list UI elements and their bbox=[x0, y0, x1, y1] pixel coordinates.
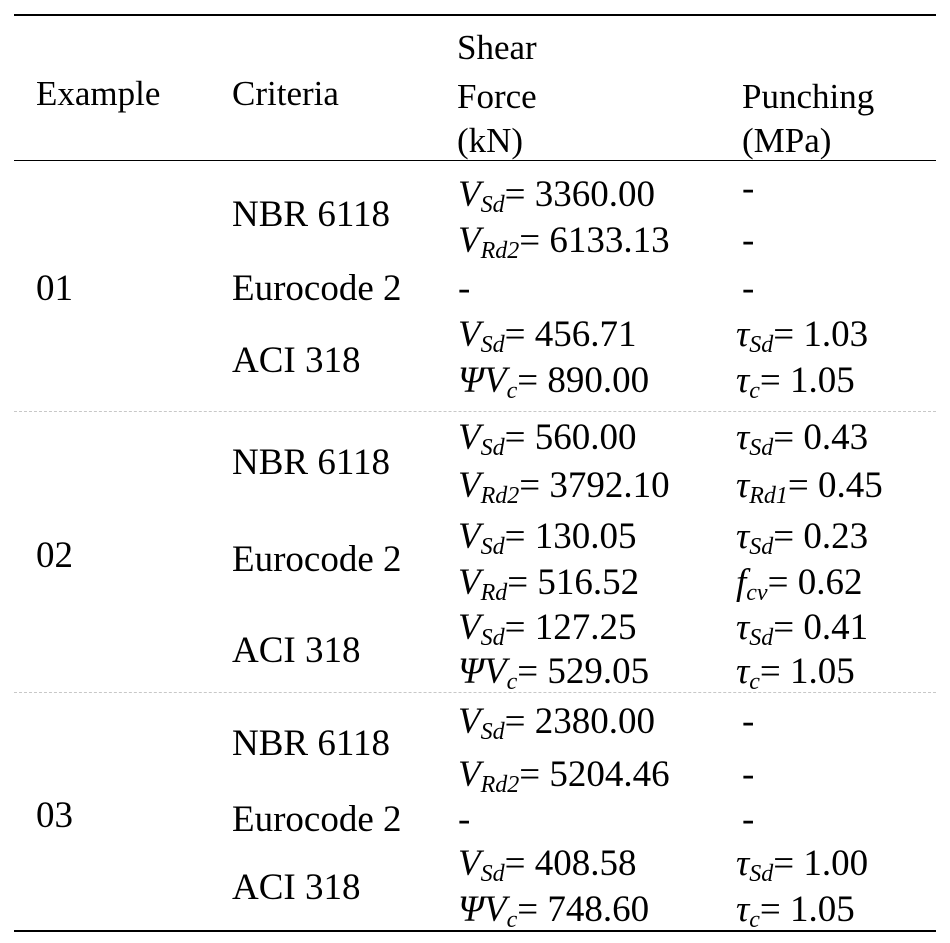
header-shear-line: (kN) bbox=[457, 121, 524, 160]
criteria-name: ACI 318 bbox=[232, 867, 361, 908]
punching-dash: - bbox=[742, 268, 755, 309]
shear-value: ΨVc= 748.60 bbox=[458, 889, 650, 933]
criteria-name: Eurocode 2 bbox=[232, 268, 402, 309]
example-id: 03 bbox=[36, 795, 73, 836]
shear-value: VSd= 456.71 bbox=[458, 314, 637, 358]
criteria-name: NBR 6118 bbox=[232, 442, 390, 483]
shear-value: VRd2= 3792.10 bbox=[458, 465, 670, 509]
criteria-name: ACI 318 bbox=[232, 630, 361, 671]
punching-value: fcv= 0.62 bbox=[736, 562, 863, 606]
header-criteria: Criteria bbox=[232, 74, 339, 113]
punching-value: τSd= 0.41 bbox=[736, 607, 869, 651]
criteria-name: NBR 6118 bbox=[232, 194, 390, 235]
header-punching-line: Punching bbox=[742, 77, 875, 116]
punching-value: τc= 1.05 bbox=[736, 651, 855, 695]
punching-value: τSd= 0.23 bbox=[736, 516, 869, 560]
punching-dash: - bbox=[742, 220, 755, 261]
shear-value: VRd2= 5204.46 bbox=[458, 754, 670, 798]
punching-dash: - bbox=[742, 701, 755, 742]
criteria-name: ACI 318 bbox=[232, 340, 361, 381]
criteria-name: Eurocode 2 bbox=[232, 539, 402, 580]
shear-value: VSd= 560.00 bbox=[458, 417, 637, 461]
shear-value: ΨVc= 529.05 bbox=[458, 651, 650, 695]
shear-value: VRd= 516.52 bbox=[458, 562, 640, 606]
shear-dash: - bbox=[458, 799, 471, 840]
punching-value: τRd1= 0.45 bbox=[736, 465, 883, 509]
header-example: Example bbox=[36, 74, 161, 113]
group-divider bbox=[14, 411, 936, 412]
shear-value: VSd= 408.58 bbox=[458, 843, 637, 887]
top-rule bbox=[14, 14, 936, 16]
shear-value: ΨVc= 890.00 bbox=[458, 360, 650, 404]
group-divider bbox=[14, 692, 936, 693]
shear-value: VSd= 130.05 bbox=[458, 516, 637, 560]
shear-dash: - bbox=[458, 268, 471, 309]
punching-value: τc= 1.05 bbox=[736, 889, 855, 933]
punching-dash: - bbox=[742, 168, 755, 209]
header-punching-line: (MPa) bbox=[742, 121, 832, 160]
shear-value: VRd2= 6133.13 bbox=[458, 220, 670, 264]
punching-value: τSd= 1.00 bbox=[736, 843, 869, 887]
header-shear-line: Force bbox=[457, 77, 537, 116]
criteria-name: NBR 6118 bbox=[232, 723, 390, 764]
bottom-rule bbox=[14, 930, 936, 932]
example-id: 02 bbox=[36, 535, 73, 576]
punching-value: τSd= 1.03 bbox=[736, 314, 869, 358]
shear-value: VSd= 2380.00 bbox=[458, 701, 655, 745]
criteria-name: Eurocode 2 bbox=[232, 799, 402, 840]
shear-value: VSd= 127.25 bbox=[458, 607, 637, 651]
punching-dash: - bbox=[742, 754, 755, 795]
header-rule bbox=[14, 160, 936, 161]
punching-dash: - bbox=[742, 799, 755, 840]
shear-value: VSd= 3360.00 bbox=[458, 174, 655, 218]
punching-value: τc= 1.05 bbox=[736, 360, 855, 404]
header-shear-line: Shear bbox=[457, 28, 537, 67]
punching-value: τSd= 0.43 bbox=[736, 417, 869, 461]
example-id: 01 bbox=[36, 268, 73, 309]
